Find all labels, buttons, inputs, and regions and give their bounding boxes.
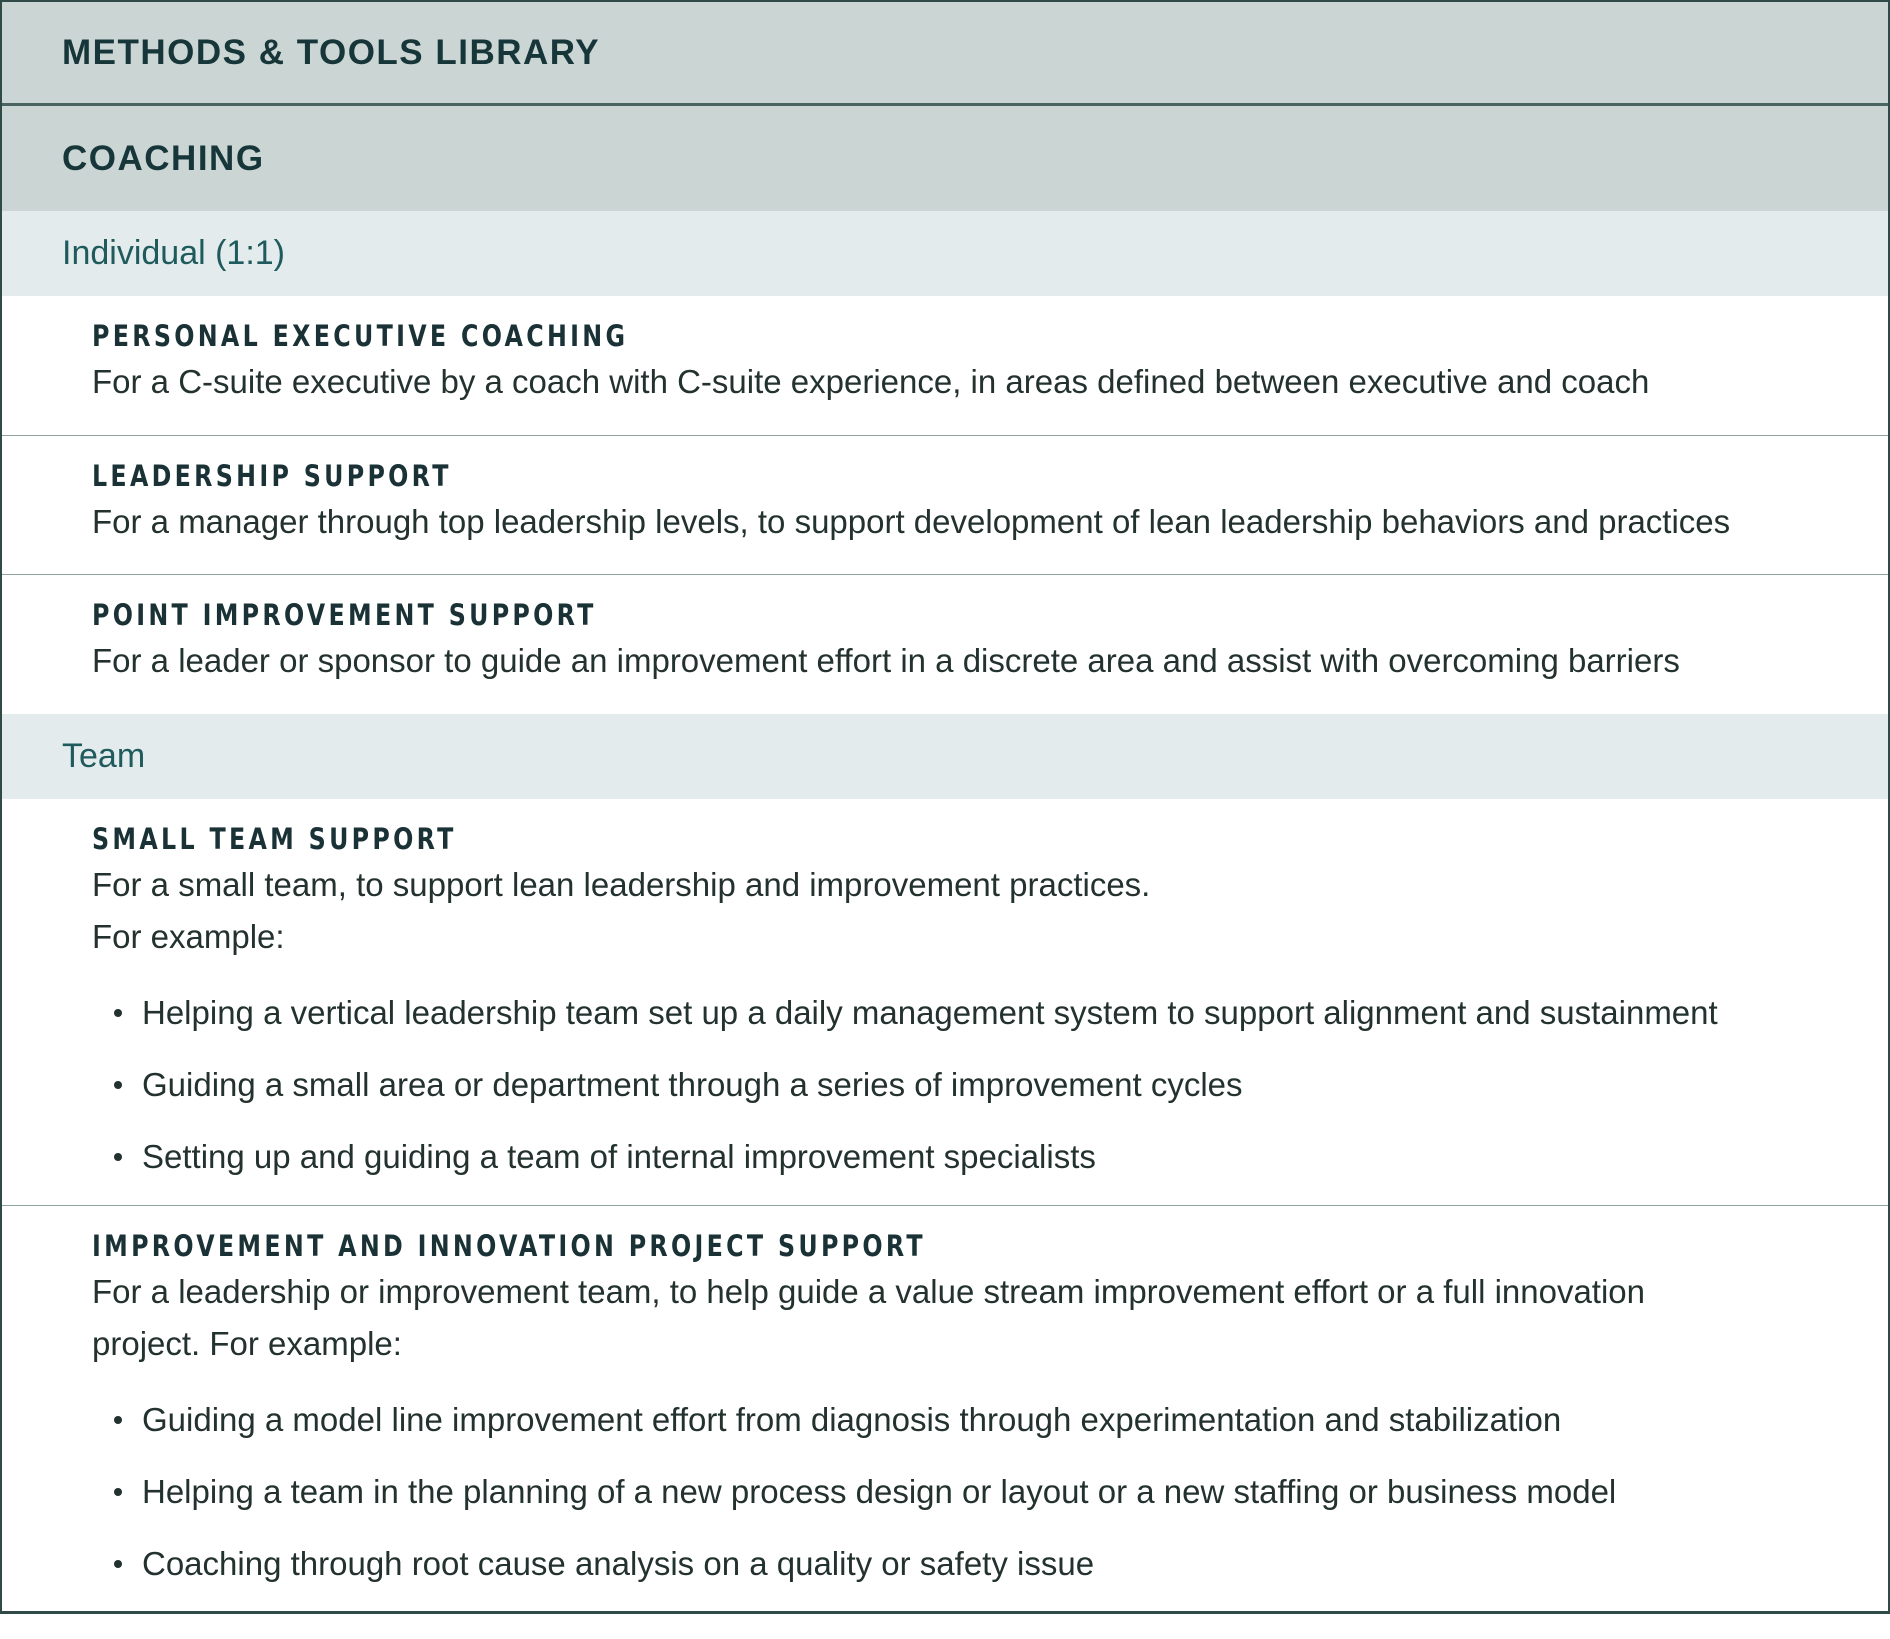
entry-description: project. For example: bbox=[92, 1325, 402, 1362]
example-list bbox=[92, 1384, 1868, 1600]
entry-description: For a leader or sponsor to guide an improvement effort in a discrete area and assist with overcoming barriers bbox=[92, 642, 1680, 679]
section-title-band bbox=[2, 106, 1888, 211]
library-title: METHODS & TOOLS LIBRARY bbox=[62, 32, 601, 72]
entry-personal-executive-coaching bbox=[2, 296, 1888, 435]
entry-description: For a manager through top leadership levels, to support development of lean leadership behaviors and practices bbox=[92, 503, 1731, 540]
list-item: Guiding a small area or department through a series of improvement cycles bbox=[92, 1049, 1868, 1121]
entry-description: For a leadership or improvement team, to help guide a value stream improvement effort or a full innovation bbox=[92, 1273, 1646, 1310]
group-label: Team bbox=[62, 737, 146, 775]
entry-description: For a small team, to support lean leadership and improvement practices. bbox=[92, 866, 1151, 903]
entry-description: For a C-suite executive by a coach with C-suite experience, in areas defined between executive and coach bbox=[92, 363, 1650, 400]
entry-heading: IMPROVEMENT AND INNOVATION PROJECT SUPPORT bbox=[92, 1229, 926, 1263]
library-title-band bbox=[2, 2, 1888, 106]
group-header-individual bbox=[2, 211, 1888, 296]
entry-improvement-innovation-project-support bbox=[2, 1206, 1888, 1614]
group-header-team bbox=[2, 714, 1888, 799]
list-item: Setting up and guiding a team of internal improvement specialists bbox=[92, 1121, 1868, 1193]
list-item: Guiding a model line improvement effort from diagnosis through experimentation and stabilization bbox=[92, 1384, 1868, 1456]
entry-small-team-support bbox=[2, 799, 1888, 1205]
list-item: Helping a vertical leadership team set up a daily management system to support alignment and sustainment bbox=[92, 977, 1868, 1049]
list-item: Coaching through root cause analysis on a quality or safety issue bbox=[92, 1528, 1868, 1600]
list-item: Helping a team in the planning of a new process design or layout or a new staffing or business model bbox=[92, 1456, 1868, 1528]
entry-heading: SMALL TEAM SUPPORT bbox=[92, 822, 457, 856]
section-title: COACHING bbox=[62, 138, 265, 178]
entry-heading: PERSONAL EXECUTIVE COACHING bbox=[92, 319, 629, 353]
entry-heading: LEADERSHIP SUPPORT bbox=[92, 459, 452, 493]
group-label: Individual (1:1) bbox=[62, 234, 286, 272]
entry-point-improvement-support bbox=[2, 575, 1888, 714]
entry-heading: POINT IMPROVEMENT SUPPORT bbox=[92, 598, 597, 632]
entry-description: For example: bbox=[92, 918, 285, 955]
entry-leadership-support bbox=[2, 436, 1888, 574]
example-list bbox=[92, 977, 1868, 1193]
